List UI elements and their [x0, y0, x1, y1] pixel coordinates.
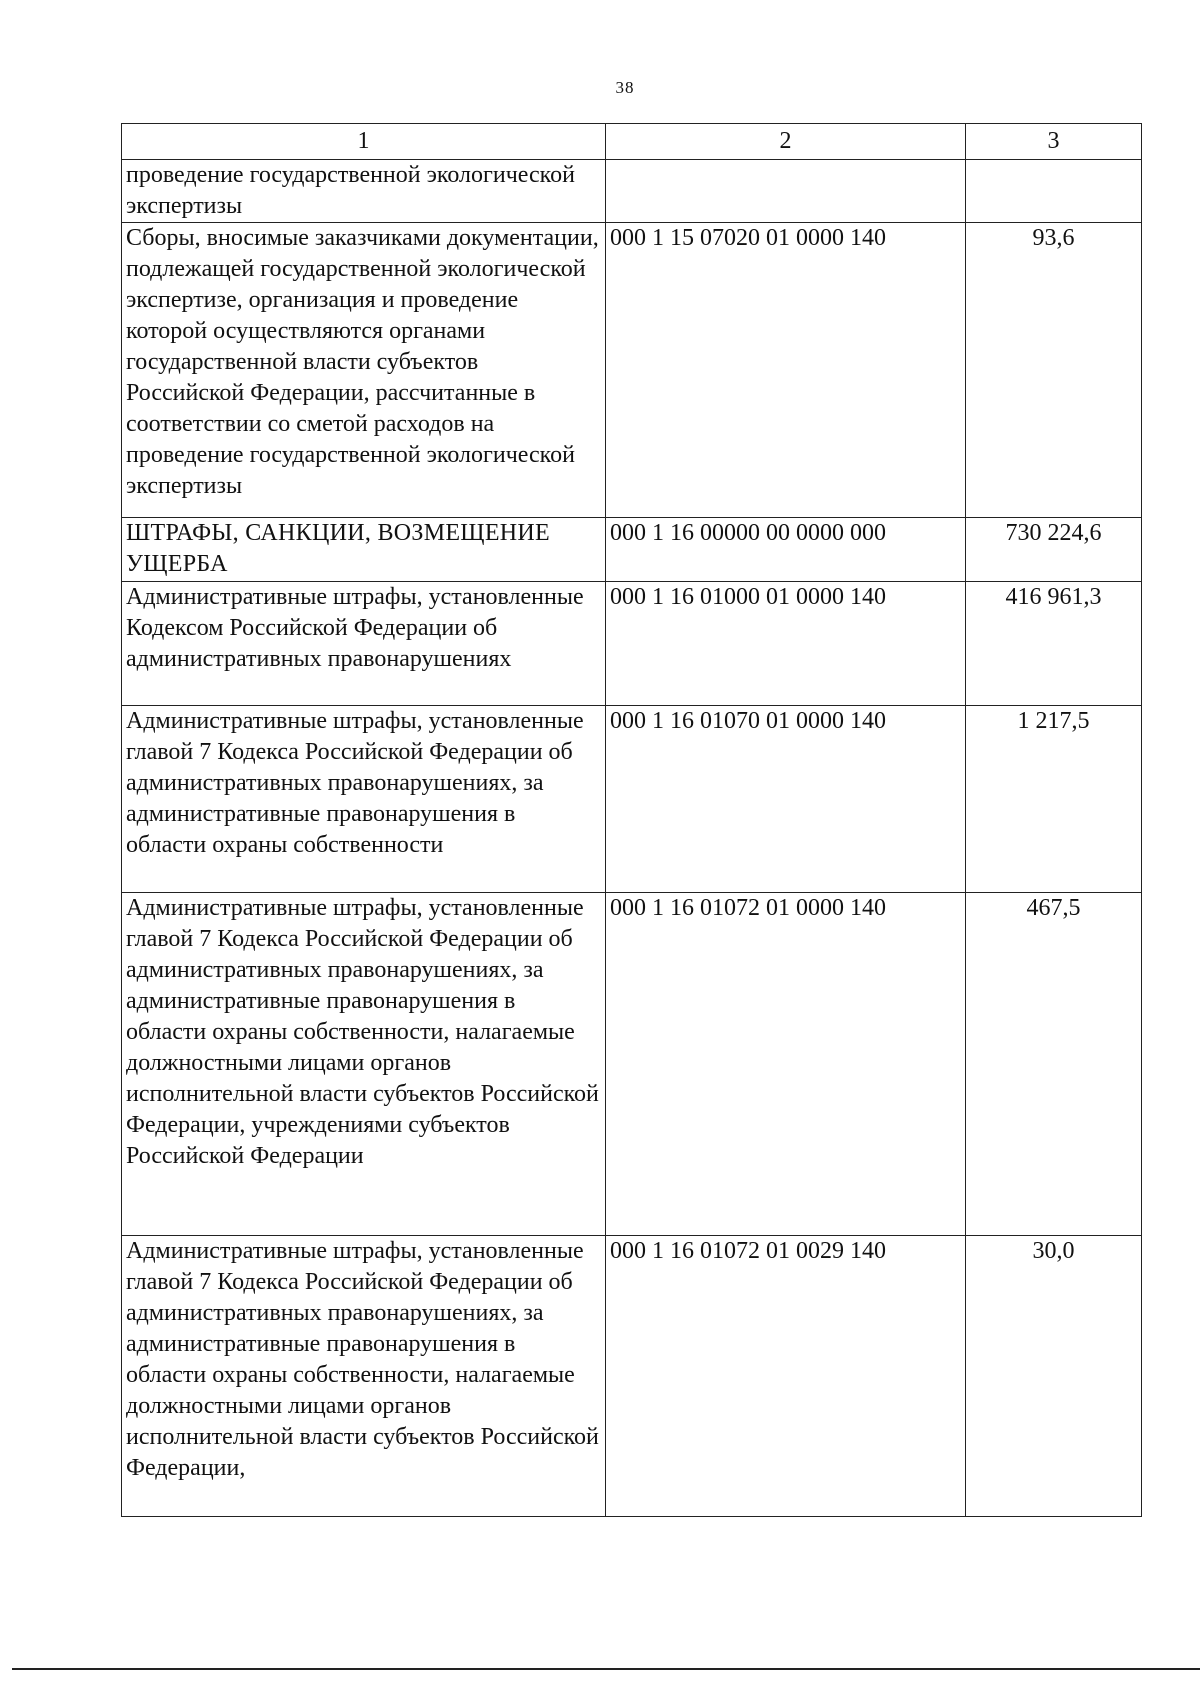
column-header-3: 3 — [966, 124, 1142, 160]
row-name: Административные штрафы, установленные главой 7 Кодекса Российской Федерации об административных правонарушениях, за административные правонарушения в области охраны собственности — [122, 706, 606, 893]
row-name: Административные штрафы, установленные главой 7 Кодекса Российской Федерации об административных правонарушениях, за административные правонарушения в области охраны собственности, налагаемые должностными лицами органов исполнительной власти субъектов Российской Федерации, учреждениями субъектов Российской Федерации — [122, 893, 606, 1236]
row-amount — [966, 160, 1142, 223]
row-code: 000 1 16 01072 01 0000 140 — [606, 893, 966, 1236]
row-name: ШТРАФЫ, САНКЦИИ, ВОЗМЕЩЕНИЕ УЩЕРБА — [122, 518, 606, 582]
budget-table — [121, 123, 1142, 1517]
row-name: Административные штрафы, установленные главой 7 Кодекса Российской Федерации об административных правонарушениях, за административные правонарушения в области охраны собственности, налагаемые должностными лицами органов исполнительной власти субъектов Российской Федерации, — [122, 1236, 606, 1517]
row-code: 000 1 15 07020 01 0000 140 — [606, 223, 966, 518]
row-code: 000 1 16 01070 01 0000 140 — [606, 706, 966, 893]
row-amount: 416 961,3 — [966, 582, 1142, 706]
row-name: Сборы, вносимые заказчиками документации, подлежащей государственной экологической экспертизе, организация и проведение которой осуществляются органами государственной власти субъектов Российской Федерации, рассчитанные в соответствии со сметой расходов на проведение государственной экологической экспертизы — [122, 223, 606, 518]
table-row — [122, 582, 1142, 706]
table-row — [122, 1236, 1142, 1517]
row-name: Административные штрафы, установленные Кодексом Российской Федерации об административных правонарушениях — [122, 582, 606, 706]
column-header-2: 2 — [606, 124, 966, 160]
row-code: 000 1 16 00000 00 0000 000 — [606, 518, 966, 582]
table-row — [122, 893, 1142, 1236]
row-amount: 30,0 — [966, 1236, 1142, 1517]
column-header-1: 1 — [122, 124, 606, 160]
table-row — [122, 518, 1142, 582]
row-amount: 93,6 — [966, 223, 1142, 518]
row-code: 000 1 16 01072 01 0029 140 — [606, 1236, 966, 1517]
page-bottom-rule — [12, 1668, 1200, 1670]
row-code — [606, 160, 966, 223]
row-name: проведение государственной экологической экспертизы — [122, 160, 606, 223]
table-row — [122, 160, 1142, 223]
page-number: 38 — [615, 78, 635, 97]
row-amount: 467,5 — [966, 893, 1142, 1236]
row-amount: 1 217,5 — [966, 706, 1142, 893]
table-header-row — [122, 124, 1142, 160]
table-row — [122, 706, 1142, 893]
row-amount: 730 224,6 — [966, 518, 1142, 582]
row-code: 000 1 16 01000 01 0000 140 — [606, 582, 966, 706]
table-row — [122, 223, 1142, 518]
